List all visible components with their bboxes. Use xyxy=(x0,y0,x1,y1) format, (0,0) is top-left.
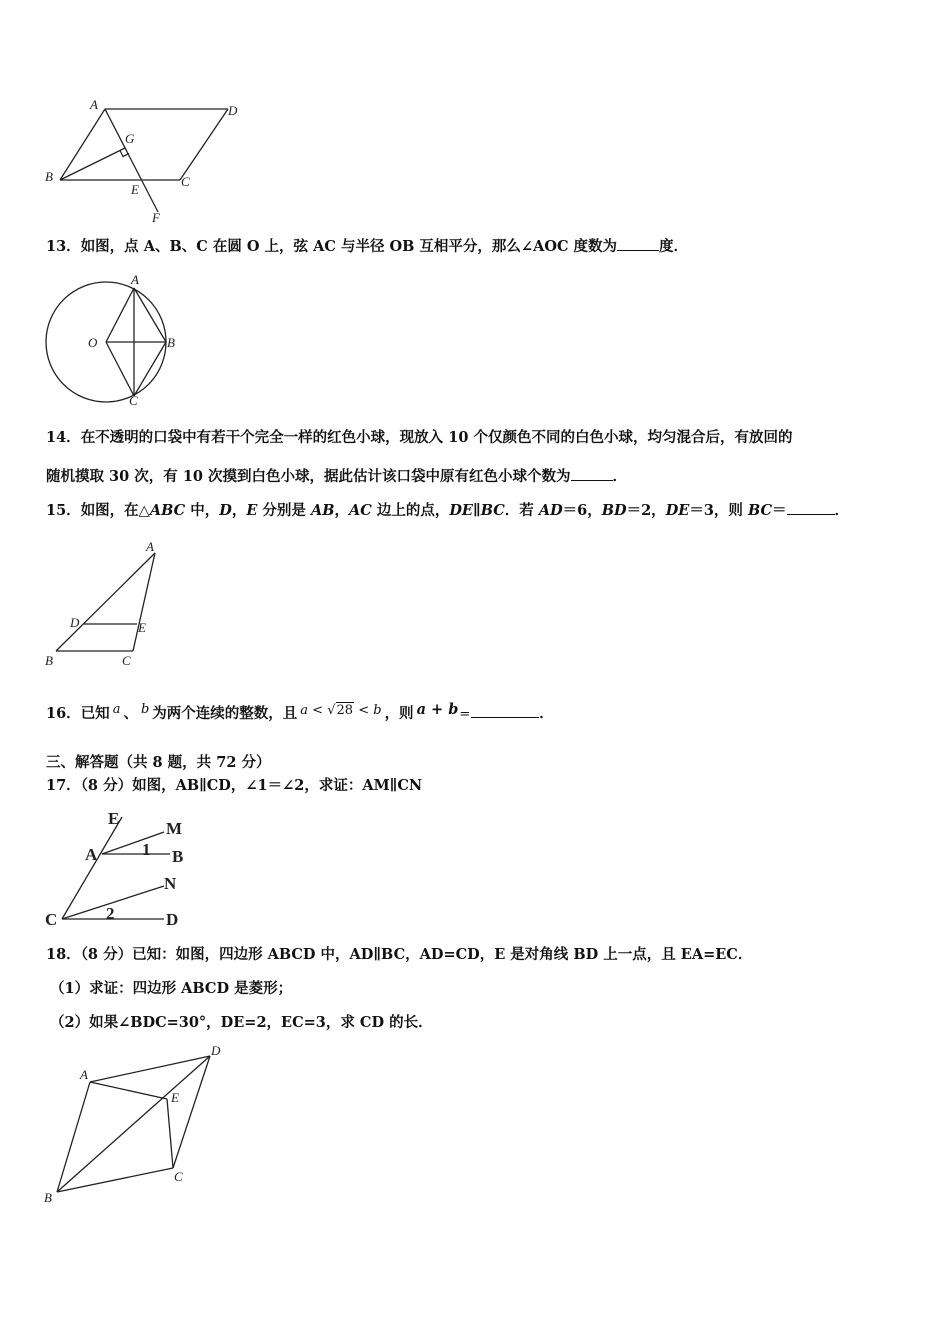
figure-triangle-q15 xyxy=(40,535,180,675)
answer-blank[interactable] xyxy=(617,236,659,251)
radicand: 28 xyxy=(336,703,354,718)
math-ab: AB xyxy=(310,502,335,519)
answer-blank[interactable] xyxy=(471,703,539,718)
label-N: N xyxy=(164,874,177,893)
text: ＝ xyxy=(772,502,787,519)
text: ， xyxy=(334,502,349,519)
label-A: A xyxy=(85,845,98,864)
question-text: 如图，点 A、B、C 在圆 O 上，弦 AC 与半径 OB 互相平分，那么∠AOC 度数为 xyxy=(80,238,618,255)
question-number: 14． xyxy=(46,429,81,446)
question-18-part1: （1）求证：四边形 ABCD 是菱形； xyxy=(50,980,293,997)
label-E: E xyxy=(108,809,120,828)
section-title: 三、解答题（共 8 题，共 72 分） xyxy=(46,754,271,771)
label-C: C xyxy=(174,1169,183,1184)
question-number: 15． xyxy=(46,502,81,519)
figure-circle-q13 xyxy=(40,270,190,415)
label-B: B xyxy=(45,169,53,184)
question-tail: ． xyxy=(612,468,628,485)
question-13 xyxy=(46,236,688,257)
less-than: < xyxy=(308,703,328,718)
answer-blank[interactable] xyxy=(571,466,613,481)
label-B: B xyxy=(172,847,184,866)
text: 分别是 xyxy=(257,502,311,519)
math-abc: ABC xyxy=(149,502,186,519)
math-de: DE xyxy=(665,502,690,519)
math-a: a xyxy=(112,702,121,717)
math-ac: AC xyxy=(349,502,372,519)
question-tail: ． xyxy=(539,705,554,722)
figure-parallelogram-q12 xyxy=(40,95,260,230)
equals: = xyxy=(459,707,471,722)
label-A: A xyxy=(131,272,139,287)
label-A: A xyxy=(90,97,98,112)
question-18 xyxy=(46,945,752,965)
math-sum: a + b xyxy=(416,701,459,718)
math-bc: BC xyxy=(480,502,505,519)
question-16 xyxy=(46,703,554,725)
label-E: E xyxy=(171,1090,179,1105)
text: 边上的点， xyxy=(371,502,450,519)
label-C: C xyxy=(129,393,138,408)
radical-sign: √ xyxy=(327,703,336,718)
angle-1-label: 1 xyxy=(142,840,151,859)
text: ＝3，则 xyxy=(689,502,748,519)
text: 、 xyxy=(123,705,138,722)
label-A: A xyxy=(146,539,154,554)
question-text: （8 分）已知：如图，四边形 ABCD 中，AD∥BC，AD=CD，E 是对角线 BD 上一点，且 EA=EC． xyxy=(80,946,753,963)
label-C: C xyxy=(45,910,58,929)
text: 已知 xyxy=(80,705,110,722)
text: ， xyxy=(231,502,247,519)
label-O: O xyxy=(88,335,98,350)
question-text-line1: 在不透明的口袋中有若干个完全一样的红色小球，现放入 10 个仅颜色不同的白色小球，均匀混合后，有放回的 xyxy=(80,429,793,446)
answer-blank[interactable] xyxy=(787,500,835,515)
question-15 xyxy=(46,500,849,521)
label-D: D xyxy=(228,103,238,118)
question-text-line2: 随机摸取 30 次，有 10 次摸到白色小球，据此估计该口袋中原有红色小球个数为 xyxy=(46,468,571,485)
text: 中， xyxy=(185,502,220,519)
text: 如图，在△ xyxy=(80,502,150,519)
label-B: B xyxy=(167,335,175,350)
label-E: E xyxy=(138,620,146,635)
angle-2-label: 2 xyxy=(106,904,115,923)
question-14-line2 xyxy=(46,466,627,487)
text: ＝6， xyxy=(562,502,602,519)
label-M: M xyxy=(166,819,183,838)
math-a: a xyxy=(300,703,309,718)
question-tail: ． xyxy=(834,502,850,519)
text: 为两个连续的整数，且 xyxy=(152,705,298,722)
text: ＝2， xyxy=(626,502,666,519)
inequality xyxy=(300,703,381,718)
label-B: B xyxy=(45,653,53,668)
math-bc: BC xyxy=(747,502,773,519)
label-C: C xyxy=(122,653,131,668)
label-A: A xyxy=(80,1067,88,1082)
question-18-part2: （2）如果∠BDC=30°，DE=2，EC=3，求 CD 的长． xyxy=(50,1014,433,1031)
math-d: D xyxy=(219,502,232,519)
math-b: b xyxy=(373,703,382,718)
math-bd: BD xyxy=(601,502,627,519)
question-17 xyxy=(46,776,422,796)
math-e: E xyxy=(246,502,258,519)
label-F: F xyxy=(152,210,160,225)
less-than: < xyxy=(354,703,374,718)
math-de: DE xyxy=(449,502,473,519)
label-D: D xyxy=(166,910,179,929)
text: ∥ xyxy=(473,502,481,519)
question-number: 17． xyxy=(46,777,81,794)
question-text: （8 分）如图，AB∥CD，∠1＝∠2，求证：AM∥CN xyxy=(80,777,423,794)
text: ，则 xyxy=(384,705,414,722)
text: ．若 xyxy=(504,502,539,519)
math-b: b xyxy=(140,702,150,717)
label-G: G xyxy=(125,131,135,146)
label-C: C xyxy=(181,174,190,189)
label-D: D xyxy=(211,1043,221,1058)
label-E: E xyxy=(131,182,139,197)
label-B: B xyxy=(44,1190,52,1205)
question-14 xyxy=(46,428,792,448)
question-tail: 度． xyxy=(659,238,689,255)
question-number: 16． xyxy=(46,705,81,722)
math-ad: AD xyxy=(538,502,563,519)
question-number: 13． xyxy=(46,238,81,255)
label-D: D xyxy=(70,615,80,630)
figure-parallel-lines-q17 xyxy=(40,805,200,930)
figure-rhombus-q18 xyxy=(40,1040,240,1210)
question-number: 18． xyxy=(46,946,81,963)
